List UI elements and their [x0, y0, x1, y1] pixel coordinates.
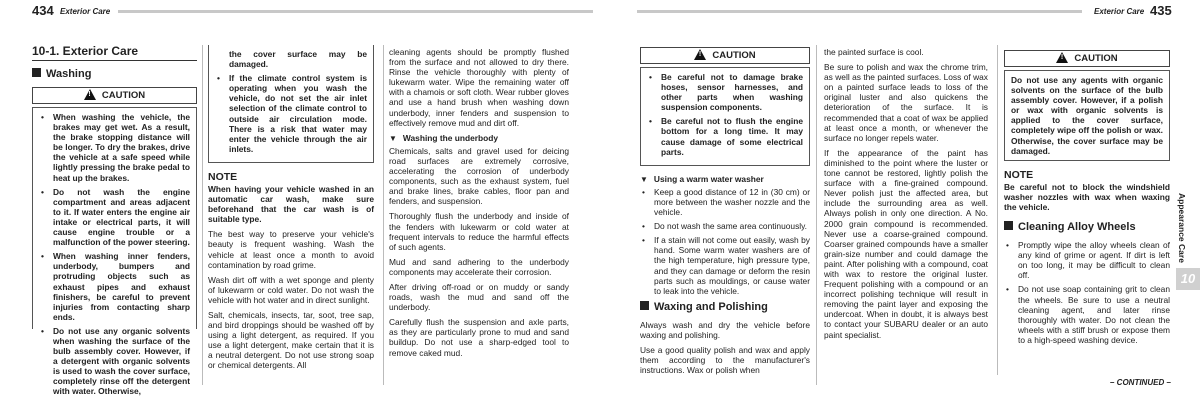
heading-waxing: Waxing and Polishing: [640, 300, 810, 314]
list-item: • If a stain will not come out easily, wash by hand. Some warm water washers are of the high temperature, high pressure type, and they can damage or deform the resin parts such as mouldings, or cause water to leak into the vehicle.: [640, 235, 810, 296]
caution-item: • If the climate control system is operating when you wash the vehicle, do not set the air inlet selection of the climate control to outside air circulation mode. There is a risk that water may enter the vehicle through the air inlets.: [215, 73, 367, 154]
header-rule: [118, 10, 593, 13]
note-text: Be careful not to block the windshield washer nozzles with wax when waxing the vehicle.: [1004, 181, 1170, 212]
caution-header: !CAUTION: [32, 87, 197, 104]
thumb-tab-label: Appearance Care: [1177, 193, 1188, 263]
section-title: 10-1. Exterior Care: [32, 44, 197, 61]
paragraph: If the appearance of the paint has diminished to the point where the luster or tone cannot be restored, lightly polish the surface with a fine-grained compound. Never polish just the affected area, but include the surrounding area as well. Always polish in only one direction. A No. 2000 grain compound is recommended. Never use a coarse-grained compound. Coarser grained compounds have a smaller grain-size number and could damage the paint. After polishing with a compound, coat with wax to restore the original luster. Frequent polishing with a compound or an incorrect polishing technique will result in removing the paint layer and exposing the undercoat. When in doubt, it is always best to contact your SUBARU dealer or an auto paint specialist.: [824, 147, 988, 340]
header-rule: [637, 10, 1082, 13]
triangle-down-icon: ▼: [640, 174, 648, 184]
square-bullet-icon: [640, 301, 649, 310]
running-title: Exterior Care: [1094, 7, 1145, 16]
caution-box: [1004, 70, 1170, 161]
column-divider: [816, 45, 817, 385]
left-column-3: [389, 47, 569, 363]
column-divider: [202, 45, 203, 385]
paragraph: Thoroughly flush the underbody and inside of the fenders with lukewarm or cold water at frequent intervals to reduce the harmful effects of such agents.: [389, 211, 569, 252]
paragraph: Always wash and dry the vehicle before waxing and polishing.: [640, 319, 810, 340]
right-column-3: [1004, 50, 1170, 349]
caution-box-continued: [208, 45, 374, 163]
warning-icon: [1056, 52, 1068, 63]
triangle-down-icon: ▼: [389, 133, 397, 143]
caution-item: • Do not wash the engine compartment and areas adjacent to it. If water enters the engine air intake or electrical parts, it will cause engine trouble or a malfunction of the power steering.: [39, 187, 190, 248]
square-bullet-icon: [32, 68, 41, 77]
caution-item: • Be careful not to flush the engine bottom for a long time. It may cause damage of some electrical parts.: [647, 116, 803, 156]
caution-item: • Be careful not to damage brake hoses, sensor harnesses, and other parts when washing suspension components.: [647, 72, 803, 112]
caution-continued-text: the cover surface may be damaged.: [229, 49, 367, 70]
paragraph: Salt, chemicals, insects, tar, soot, tree sap, and bird droppings should be washed off by using a light detergent, as required. If you use a light detergent, make certain that it is a neutral detergent. Do not use strong soap or chemical detergents. All: [208, 309, 374, 371]
caution-box: [640, 67, 810, 166]
paragraph: After driving off-road or on muddy or sandy roads, wash the mud and sand off the underbody.: [389, 281, 569, 313]
list-item: • Promptly wipe the alloy wheels clean of any kind of grime or agent. If dirt is left on too long, it may be difficult to clean off.: [1004, 240, 1170, 280]
page-number: 435: [1150, 3, 1172, 18]
caution-text: Do not use any agents with organic solvents on the surface of the bulb assembly cover. However, if a polish or wax with organic solvents is applied to the cover surface, completely wipe off the polish or wax. Otherwise, the cover surface may be damaged.: [1011, 75, 1163, 156]
caution-item: • When washing the vehicle, the brakes may get wet. As a result, the brake stopping distance will be longer. To dry the brakes, drive the vehicle at a safe speed while lightly pressing the brake pedal to heat up the brakes.: [39, 112, 190, 183]
square-bullet-icon: [1004, 221, 1013, 230]
continued-label: – CONTINUED –: [1110, 378, 1171, 387]
note-label: NOTE: [1004, 168, 1034, 181]
paragraph: Be sure to polish and wax the chrome trim, as well as the painted surfaces. Loss of wax on a painted surface leads to loss of the original luster and also quickens the deterioration of the surface. It is recommended that a coat of wax be applied at least once a month, or whenever the surface no longer repels water.: [824, 62, 988, 143]
paragraph: Chemicals, salts and gravel used for deicing road surfaces are extremely corrosive, accelerating the corrosion of underbody components, such as the exhaust system, fuel and brake lines, brake cables, floor pan and fenders, and suspension.: [389, 145, 569, 207]
paragraph: The best way to preserve your vehicle's beauty is frequent washing. Wash the vehicle at least once a month to avoid contamination by road grime.: [208, 229, 374, 270]
paragraph: Carefully flush the suspension and axle parts, as they are particularly prone to mud and sand buildup. Do not use a sharp-edged tool to remove caked mud.: [389, 317, 569, 358]
right-column-1: [640, 47, 810, 380]
caution-item: • When washing inner fenders, underbody, bumpers and protruding objects such as exhaust pipes and exhaust finishers, be careful to prevent injuries from contacting sharp ends.: [39, 251, 190, 322]
heading-washing-underbody: ▼ Washing the underbody: [389, 132, 498, 143]
heading-warm-water-washer: ▼ Using a warm water washer: [640, 173, 764, 184]
paragraph: Wash dirt off with a wet sponge and plenty of lukewarm or cold water. Do not wash the vehicle with hot water and in direct sunlight.: [208, 274, 374, 305]
heading-washing: Washing: [32, 67, 197, 81]
note-text: When having your vehicle washed in an automatic car wash, make sure beforehand that the car wash is of suitable type.: [208, 183, 374, 225]
caution-box: [32, 107, 197, 397]
running-title: Exterior Care: [60, 7, 111, 16]
list-item: • Keep a good distance of 12 in (30 cm) or more between the washer nozzle and the vehicle.: [640, 187, 810, 217]
caution-header: !CAUTION: [1004, 50, 1170, 67]
column-divider: [997, 45, 998, 375]
right-column-2: [824, 47, 988, 345]
page-number: 434: [32, 3, 54, 18]
left-column-2: [208, 45, 374, 376]
paragraph: the painted surface is cool.: [824, 47, 924, 57]
thumb-tab-number: 10: [1176, 268, 1200, 290]
list-item: • Do not wash the same area continuously.: [640, 221, 810, 231]
caution-item: • Do not use any organic solvents when washing the surface of the bulb assembly cover. However, if a detergent with organic solvents is used to wash the cover surface, completely rinse off the detergent with water. Otherwise,: [39, 326, 190, 397]
paragraph: Use a good quality polish and wax and apply them according to the manufacturer's instructions. Wax or polish when: [640, 344, 810, 376]
caution-header: !CAUTION: [640, 47, 810, 64]
heading-alloy-wheels: Cleaning Alloy Wheels: [1004, 220, 1170, 234]
warning-icon: [84, 89, 96, 100]
column-divider: [383, 45, 384, 385]
note-label: NOTE: [208, 170, 238, 183]
warning-icon: [694, 49, 706, 60]
list-item: • Do not use soap containing grit to clean the wheels. Be sure to use a neutral cleaning agent, and later rinse thoroughly with water. Do not clean the wheels with a stiff brush or expose them to a high-speed washing device.: [1004, 284, 1170, 345]
left-column-1: [32, 44, 197, 397]
paragraph: cleaning agents should be promptly flushed from the surface and not allowed to dry there. Rinse the vehicle thoroughly with plenty of lukewarm water. Wipe the remaining water off with a chamois or soft cloth. Wear rubber gloves and use a hand brush when washing down underbody, inner fenders and suspension to effectively remove mud and dirt off.: [389, 47, 569, 128]
paragraph: Mud and sand adhering to the underbody components may accelerate their corrosion.: [389, 256, 569, 277]
